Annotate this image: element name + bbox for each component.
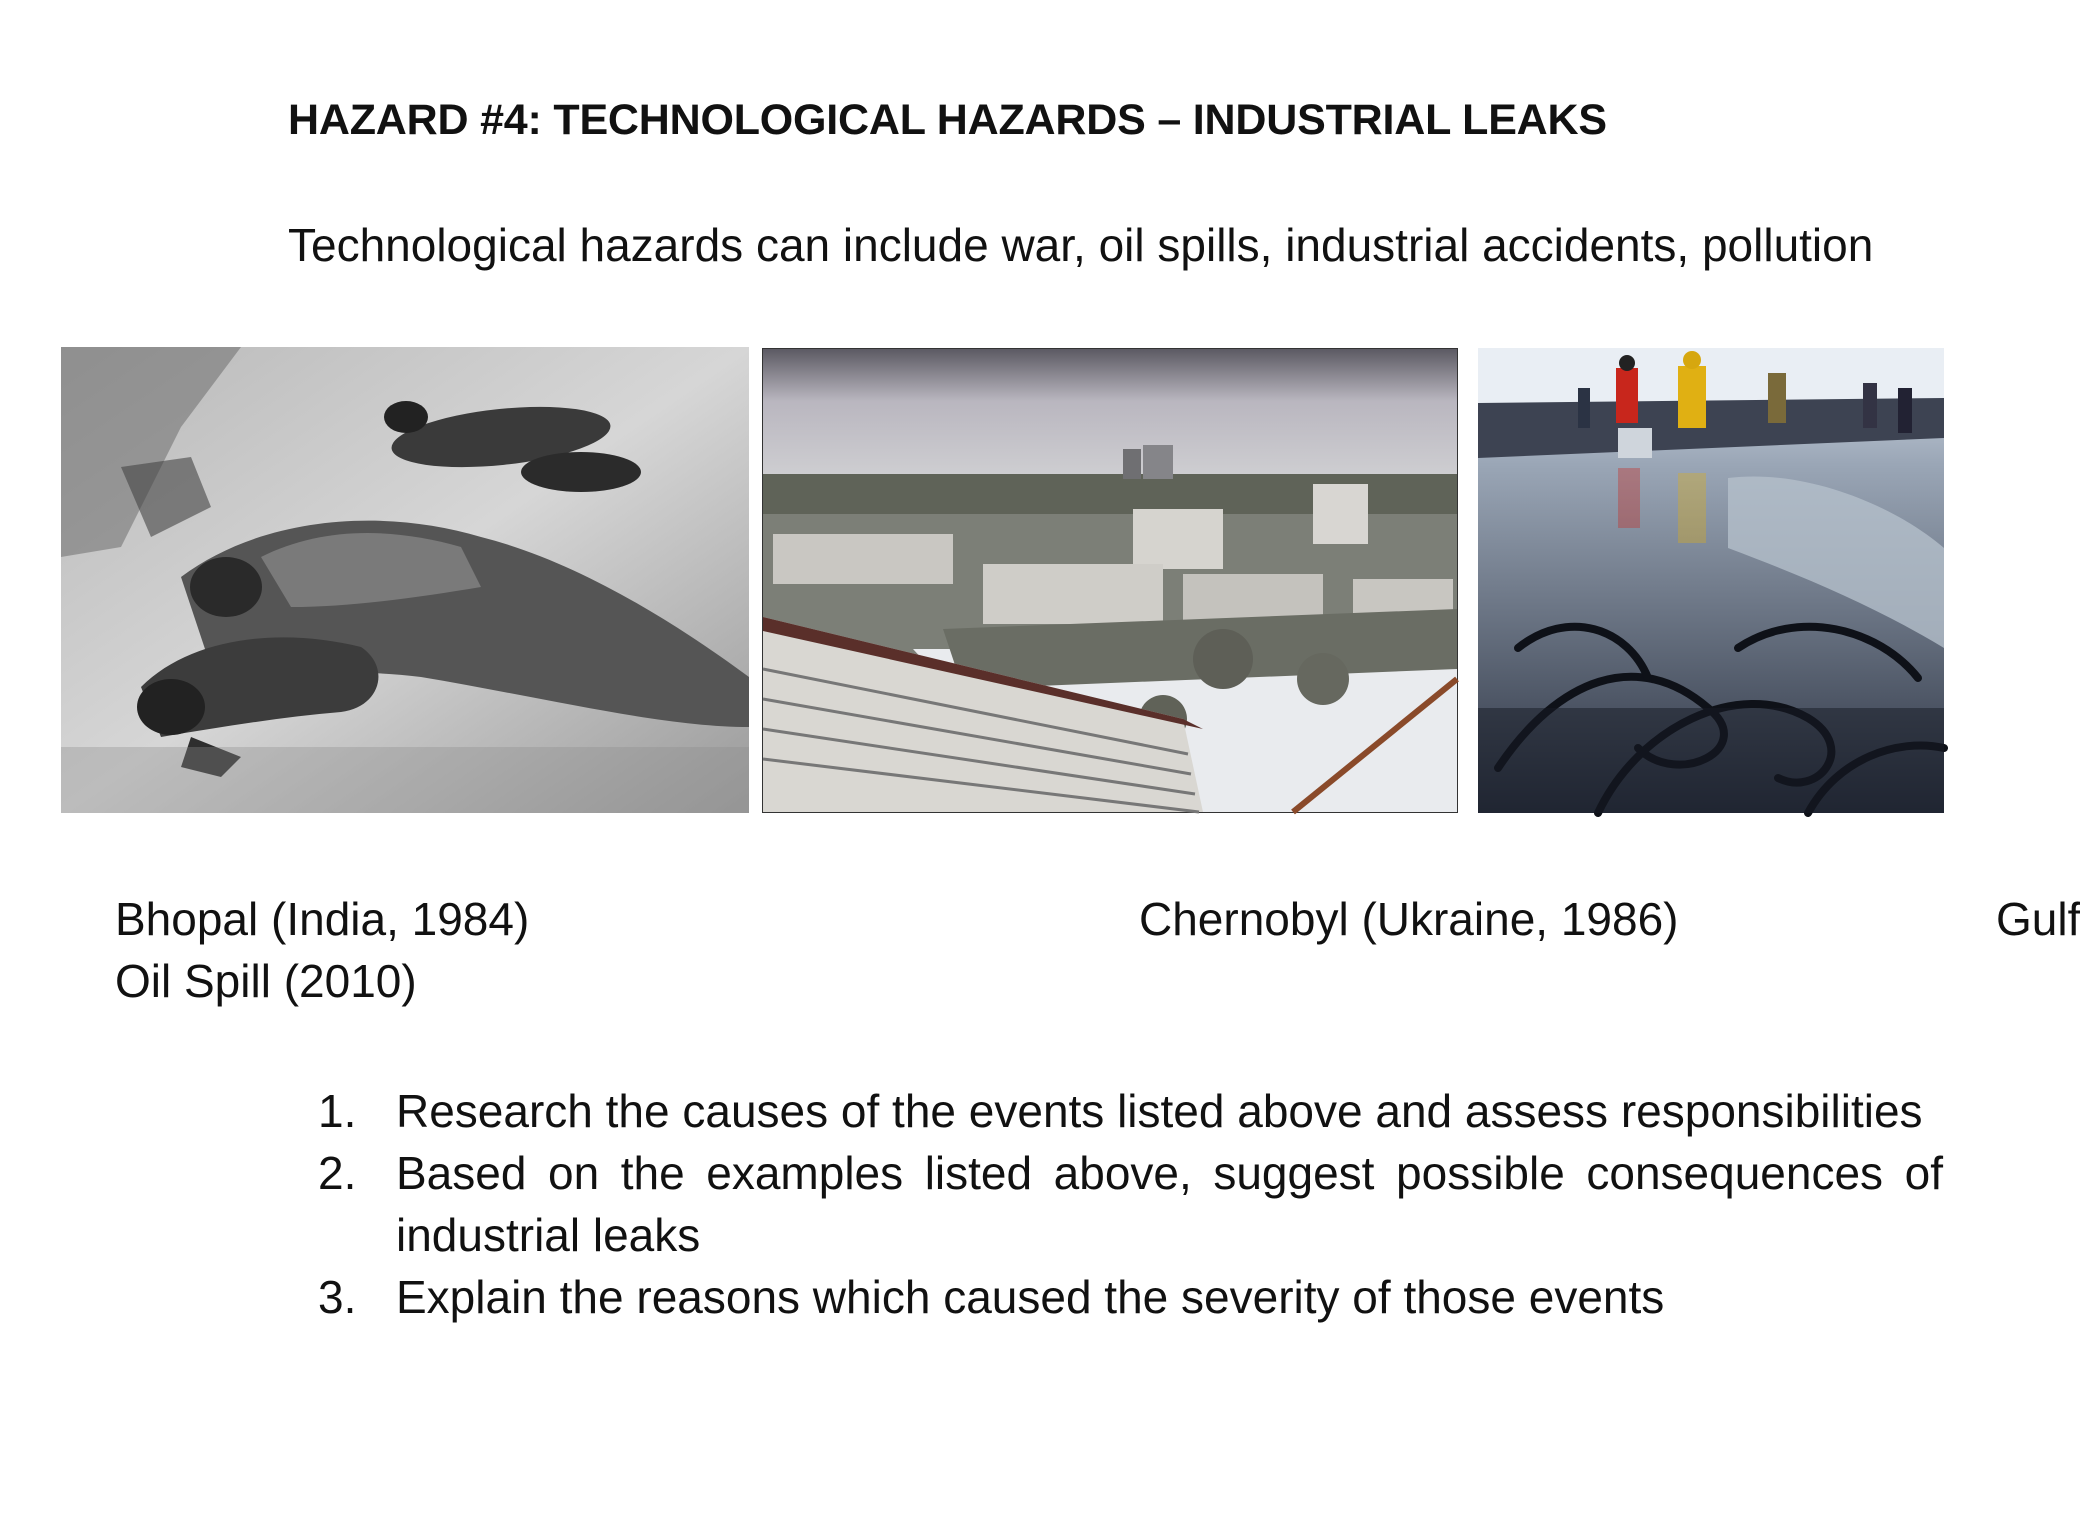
caption-chernobyl: Chernobyl (Ukraine, 1986) — [1139, 893, 1679, 945]
caption-bhopal: Bhopal (India, 1984) — [115, 893, 530, 945]
question-number: 2. — [318, 1147, 357, 1199]
caption-gulf: Gulf — [1996, 893, 2080, 945]
oil-spill-cleanup-photo-icon — [1478, 348, 1944, 813]
question-number: 1. — [318, 1085, 357, 1137]
chernobyl-photo — [762, 348, 1458, 813]
question-text: Based on the examples listed above, suggest possible consequences of industrial leaks — [396, 1147, 1943, 1261]
question-item — [318, 1266, 1943, 1328]
question-text: Research the causes of the events listed above and assess responsibilities — [396, 1085, 1923, 1137]
caption-oil-spill: Oil Spill (2010) — [115, 955, 417, 1007]
question-item — [318, 1142, 1943, 1266]
slide-title: HAZARD #4: TECHNOLOGICAL HAZARDS – INDUSTRIAL LEAKS — [288, 96, 1607, 144]
slide-subtitle: Technological hazards can include war, oil spills, industrial accidents, pollution — [288, 219, 1874, 271]
question-number: 3. — [318, 1271, 357, 1323]
gulf-photo — [1478, 348, 1944, 813]
question-list — [318, 1080, 1943, 1328]
question-text: Explain the reasons which caused the severity of those events — [396, 1271, 1665, 1323]
pripyat-city-photo-icon — [763, 349, 1457, 812]
bhopal-photo — [61, 347, 749, 813]
bhopal-victims-photo-icon — [61, 347, 749, 813]
question-item — [318, 1080, 1943, 1142]
